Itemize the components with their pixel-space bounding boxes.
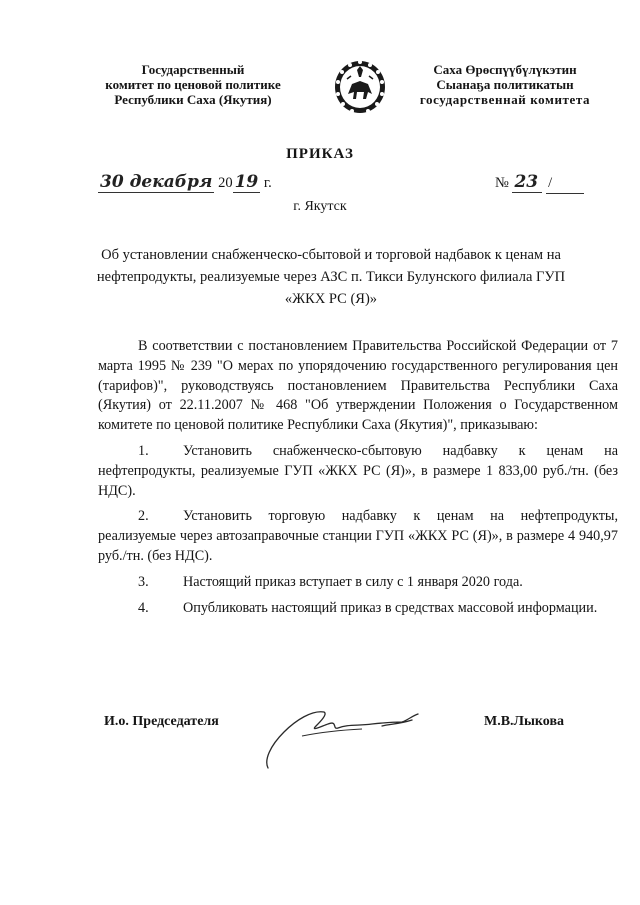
order-number-value: 23 [512,172,542,193]
date-year-prefix: 20 [218,175,233,191]
order-subject [96,244,566,310]
date-year-unit: г. [263,175,272,191]
list-item [98,507,618,566]
item-text: Опубликовать настоящий приказ в средствах массовой информации. [183,599,598,616]
item-number: 3. [138,573,149,590]
issuer-yakut-line-3: государственнай комитета [419,92,591,107]
preamble-paragraph: В соответствии с постановлением Правительства Российской Федерации от 7 марта 1995 № 239 "О мерах по упорядочению государственного регулирования цен (тарифов)", руководствуясь постановлением Правительства Республики Саха (Якутия) от 22.11.2007 № 468 "Об утверждении Положения о Государственном комитете по ценовой политике Республики Саха (Якутия)", приказываю: [98,338,618,434]
issuer-yakut-line-1: Саха Өрөспүүбүлүкэтин [433,62,577,77]
date-year-suffix: 19 [234,172,259,192]
order-number-label: № [495,175,509,191]
list-item [98,442,618,501]
item-number: 1. [138,442,149,459]
order-number [495,172,584,196]
order-body [98,337,618,618]
signatory-position: И.о. Председателя [104,714,219,729]
issuer-line-1: Государственный [141,62,245,77]
issuer-yakut-line-2: Сыанаҕа политикатын [436,77,574,92]
item-number: 4. [138,599,149,616]
list-item [98,573,618,593]
handwritten-signature [262,702,442,772]
order-number-suffix: / [546,173,584,194]
issuer-line-3: Республики Саха (Якутия) [114,92,272,107]
item-text: Установить торговую надбавку к ценам на нефтепродукты, реализуемые через автозаправочные станции ГУП «ЖКХ РС (Я)», в размере 4 940,97 руб./тн. (без НДС). [98,508,618,564]
list-item [98,599,618,619]
order-date [98,172,272,196]
item-text: Настоящий приказ вступает в силу с 1 января 2020 года. [183,573,523,590]
item-text: Установить снабженческо-сбытовую надбавку к ценам на нефтепродукты, реализуемые ГУП «ЖКХ РС (Я)», в размере 1 833,00 руб./тн. (без НДС). [98,442,618,499]
coat-of-arms-emblem [330,54,390,116]
issuer-line-2: комитет по ценовой политике [105,77,281,92]
subject-line-3: «ЖКХ РС (Я)» [284,291,378,307]
issuer-header-yakut [405,62,605,107]
signatory-name: М.В.Лыкова [484,714,565,729]
document-title: ПРИКАЗ [286,146,354,162]
item-number: 2. [138,508,149,525]
subject-line-1: Об установлении снабженческо-сбытовой и торговой надбавок к ценам на [101,247,561,263]
subject-line-2: нефтепродукты, реализуемые через АЗС п. Тикси Булунского филиала ГУП [96,269,566,285]
date-day-month: 30 декабря [100,172,213,192]
issuer-header-russian [98,62,288,107]
city: г. Якутск [293,199,347,214]
